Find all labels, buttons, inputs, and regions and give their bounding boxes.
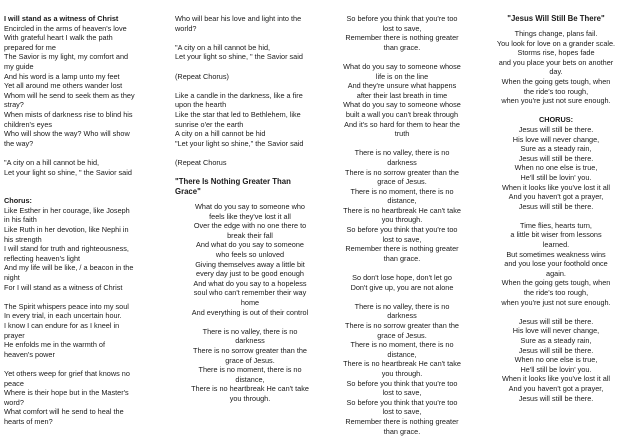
lyric-line: Like a candle in the darkness, like a fire xyxy=(175,90,303,100)
lyric-line: you through. xyxy=(381,215,423,225)
lyric-line: Like the star that led to Bethlehem, like xyxy=(175,109,301,119)
lyric-line: word? xyxy=(4,397,24,407)
lyric-line: Sure as a steady rain, xyxy=(520,144,592,154)
lyric-line: Like Ruth in her devotion, like Nephi in xyxy=(4,225,129,235)
lyric-line: When it looks like you've lost it all xyxy=(501,182,611,192)
lyric-line: break their fall xyxy=(227,230,273,240)
lyric-line: distance, xyxy=(387,349,417,359)
lyric-line: And what do you say to someone xyxy=(196,240,304,250)
lyric-line: who feels so unloved xyxy=(215,250,285,260)
lyric-line: truth xyxy=(394,129,410,139)
lyric-line: There is no valley, there is no xyxy=(354,148,450,158)
lyric-line: distance, xyxy=(387,196,417,206)
lyric-line: learned. xyxy=(542,240,570,250)
lyric-line: He enfolds me in the warmth of xyxy=(4,340,105,350)
lyric-line: Whom will he send to seek them as they xyxy=(4,90,135,100)
lyric-line: Storms rise, hopes fade xyxy=(517,48,595,58)
lyric-line: Jesus will still be there. xyxy=(518,393,594,403)
lyric-line: Over the edge with no one there to xyxy=(193,221,307,231)
song-2-title xyxy=(175,177,325,197)
lyric-line: There is no valley, there is no xyxy=(354,301,450,311)
lyric-line: heaven's power xyxy=(4,349,55,359)
lyric-line: sunrise o'er the earth xyxy=(175,119,244,129)
lyric-line: the ride's too rough, xyxy=(523,86,589,96)
song-3-verse-1 xyxy=(481,29,631,106)
lyric-line: And they're unsure what happens xyxy=(347,81,457,91)
lyric-line: "A city on a hill cannot be hid, xyxy=(4,157,100,167)
lyric-line: Encircled in the arms of heaven's love xyxy=(4,23,127,33)
lyric-line: There is no sorrow greater than the xyxy=(345,167,459,177)
block-3 xyxy=(328,148,476,263)
lyric-line: grace of Jesus. xyxy=(225,355,275,365)
lyric-line: built a wall you can't break through xyxy=(345,109,459,119)
lyric-line: feels like they've lost it all xyxy=(209,211,291,221)
lyric-line: Let your light so shine, " the Savior said xyxy=(4,167,132,177)
lyric-line: peace xyxy=(4,378,24,388)
verse-1 xyxy=(4,24,158,149)
bridge xyxy=(175,91,325,149)
lyric-line: lost to save, xyxy=(382,407,422,417)
lyric-line: hearts of men? xyxy=(4,416,53,426)
block-2 xyxy=(328,62,476,139)
lyric-line: A city on a hill cannot be hid xyxy=(175,129,266,139)
lyric-line: So don't lose hope, don't let go xyxy=(352,273,452,283)
lyric-line: When it looks like you've lost it all xyxy=(501,374,611,384)
lyric-line: lost to save, xyxy=(382,23,422,33)
lyric-line: There is no valley, there is no xyxy=(202,326,298,336)
lyric-line: In every trial, in each uncertain hour. xyxy=(4,311,122,321)
lyric-line: prepared for me xyxy=(4,42,56,52)
lyric-line: Jesus will still be there. xyxy=(518,201,594,211)
lyric-line: His love will never change, xyxy=(512,134,600,144)
lyric-line: There is no moment, there is no xyxy=(198,365,302,375)
lyric-line: darkness xyxy=(387,311,417,321)
lyric-line: you through. xyxy=(229,393,271,403)
lyric-line: than grace. xyxy=(383,426,421,436)
lyric-line: and you lose your foothold once xyxy=(504,259,608,269)
lyric-line: Jesus will still be there. xyxy=(518,124,594,134)
lyric-line: grace of Jesus. xyxy=(377,330,427,340)
song-2-verse xyxy=(175,202,325,317)
lyric-line: With grateful heart I walk the path xyxy=(4,33,113,43)
lyric-line: Things change, plans fail. xyxy=(514,29,598,38)
lyric-line: You look for love on a grander scale. xyxy=(496,38,616,48)
lyric-line: you through. xyxy=(381,368,423,378)
lyric-line: So before you think that you're too xyxy=(346,378,458,388)
lyric-line: There is no moment, there is no xyxy=(350,340,454,350)
lyric-line: So before you think that you're too xyxy=(346,225,458,235)
column-2 xyxy=(175,14,325,404)
lyric-line: lost to save, xyxy=(382,234,422,244)
lyric-line: lost to save, xyxy=(382,388,422,398)
lyric-line: Where is their hope but in the Master's xyxy=(4,388,129,398)
lyric-line: when you're just not sure enough. xyxy=(501,96,611,106)
lyric-line: prayer xyxy=(4,330,25,340)
verse-2 xyxy=(4,302,158,360)
block-1 xyxy=(328,14,476,52)
lyric-line: his strength xyxy=(4,234,42,244)
song-title: I will stand as a witness of Christ xyxy=(4,14,119,23)
lyric-line: upon the hearth xyxy=(175,100,227,110)
lyric-line: When no one else is true, xyxy=(514,163,598,173)
song-3-title: "Jesus Will Still Be There" xyxy=(507,14,605,23)
block-4 xyxy=(328,273,476,292)
lyric-line: world? xyxy=(175,23,197,33)
lyric-line: What do you say to someone who xyxy=(195,202,305,212)
lyric-line: Yet others weep for grief that knows no xyxy=(4,368,130,378)
song-3-chorus-2 xyxy=(481,317,631,403)
block-5 xyxy=(328,302,476,436)
lyric-line: And his word is a lamp unto my feet xyxy=(4,71,120,81)
lyric-line: When no one else is true, xyxy=(514,355,598,365)
lyric-line: When the going gets tough, when xyxy=(501,278,611,288)
lyric-line: So before you think that you're too xyxy=(346,14,458,23)
lyric-line: He'll still be lovin' you. xyxy=(520,172,592,182)
chorus xyxy=(4,206,158,292)
lyric-line: home xyxy=(240,298,260,308)
lyric-line: Who will show the way? Who will show xyxy=(4,129,130,139)
column-1 xyxy=(4,14,158,427)
lyric-line: Jesus will still be there. xyxy=(518,316,594,326)
lyric-line: And everything is out of their control xyxy=(191,307,309,317)
lyric-line: Let your light so shine, " the Savior said xyxy=(175,52,303,62)
column-4 xyxy=(481,14,631,403)
lyric-line: distance, xyxy=(235,374,265,384)
lyric-line: I will stand for truth and righteousness, xyxy=(4,244,129,254)
chorus-label: CHORUS: xyxy=(538,115,574,125)
lyric-line: There is no heartbreak He can't take xyxy=(343,205,461,215)
lyric-line: What comfort will he send to heal the xyxy=(4,407,124,417)
lyric-line: Grace" xyxy=(175,187,201,197)
lyric-line: Remember there is nothing greater xyxy=(345,33,459,43)
lyric-line: than grace. xyxy=(383,42,421,52)
lyric-line: For I will stand as a witness of Christ xyxy=(4,282,123,292)
lyric-line: He'll still be lovin' you. xyxy=(520,364,592,374)
chorus-label: Chorus: xyxy=(4,196,32,206)
lyric-line: Yet all around me others wander lost xyxy=(4,81,123,91)
lyric-line: There is no heartbreak He can't take xyxy=(191,384,309,394)
lyric-line: and you place your bets on another xyxy=(498,57,614,67)
lyric-line: There is no heartbreak He can't take xyxy=(343,359,461,369)
lyric-line: darkness xyxy=(387,157,417,167)
lyric-line: The Spirit whispers peace into my soul xyxy=(4,301,129,311)
lyric-line: reflecting heaven's light xyxy=(4,253,81,263)
lyric-line: the ride's too rough, xyxy=(523,288,589,298)
song-2-chorus xyxy=(175,327,325,404)
lyric-line: I know I can endure for as I kneel in xyxy=(4,321,120,330)
lyric-line: my guide xyxy=(4,61,34,71)
lyric-line: There is no sorrow greater than the xyxy=(193,346,307,355)
lyric-line: And what do you say to a hopeless xyxy=(193,278,307,288)
lyric-line: in his faith xyxy=(4,215,37,225)
lyric-line: And it's so hard for them to hear the xyxy=(344,119,460,129)
quote xyxy=(175,43,325,62)
repeat-chorus-2: (Repeat Chorus xyxy=(175,157,227,167)
lyric-line: soul who can't remember their way xyxy=(193,288,307,298)
lyric-line: There is no sorrow greater than the xyxy=(345,321,459,330)
verse-continued xyxy=(175,14,325,33)
lyric-line: But sometimes weakness wins xyxy=(506,249,606,259)
lyric-line: stray? xyxy=(4,100,24,110)
lyric-line: than grace. xyxy=(383,253,421,263)
lyric-line: darkness xyxy=(235,336,265,346)
lyric-line: The Savior is my light, my comfort and xyxy=(4,52,129,62)
lyric-line: Don't give up, you are not alone xyxy=(350,282,454,292)
lyric-line: Remember there is nothing greater xyxy=(345,244,459,254)
lyric-line: When the going gets tough, when xyxy=(501,76,611,86)
lyric-line: And you haven't got a prayer, xyxy=(508,383,604,393)
song-3-chorus-1 xyxy=(481,125,631,211)
lyric-line: And my life will be like, / a beacon in the xyxy=(4,263,134,273)
lyric-line: Giving themselves away a little bit xyxy=(195,259,305,269)
column-3 xyxy=(328,14,476,436)
lyric-line: And you haven't got a prayer, xyxy=(508,192,604,202)
quote xyxy=(4,158,158,177)
lyric-line: Sure as a steady rain, xyxy=(520,336,592,345)
lyric-line: after their last breath in time xyxy=(356,90,448,100)
lyric-line: Jesus will still be there. xyxy=(518,345,594,355)
lyric-line: His love will never change, xyxy=(512,326,600,336)
lyric-line: What do you say to someone whose xyxy=(343,61,461,71)
song-3-verse-2 xyxy=(481,221,631,307)
lyric-line: There is no moment, there is no xyxy=(350,186,454,196)
lyric-line: life is on the line xyxy=(375,71,429,81)
lyric-line: grace of Jesus. xyxy=(377,177,427,187)
lyric-line: What do you say to someone whose xyxy=(343,100,461,110)
lyric-line: a little bit wiser from lessons xyxy=(510,230,602,240)
lyric-line: children's eyes xyxy=(4,119,53,129)
lyric-line: "Let your light so shine," the Savior said xyxy=(175,138,304,148)
lyric-line: the way? xyxy=(4,138,34,148)
lyric-line: "There Is Nothing Greater Than xyxy=(175,177,291,187)
lyric-line: When mists of darkness rise to blind his xyxy=(4,109,133,119)
lyric-line: Like Esther in her courage, like Joseph xyxy=(4,205,130,215)
lyric-line: So before you think that you're too xyxy=(346,397,458,407)
lyric-line: every day just to be good enough xyxy=(196,269,304,279)
lyric-line: Time flies, hearts turn, xyxy=(520,220,592,230)
lyric-line: Jesus will still be there. xyxy=(518,153,594,163)
lyric-line: night xyxy=(4,273,20,283)
lyric-line: "A city on a hill cannot be hid, xyxy=(175,42,271,52)
lyric-line: day. xyxy=(549,67,563,77)
lyric-line: again. xyxy=(546,268,566,278)
repeat-chorus-1: (Repeat Chorus) xyxy=(175,71,229,81)
lyric-line: when you're just not sure enough. xyxy=(501,297,611,307)
lyric-line: Remember there is nothing greater xyxy=(345,416,459,426)
lyric-line: Who will bear his love and light into the xyxy=(175,14,302,23)
